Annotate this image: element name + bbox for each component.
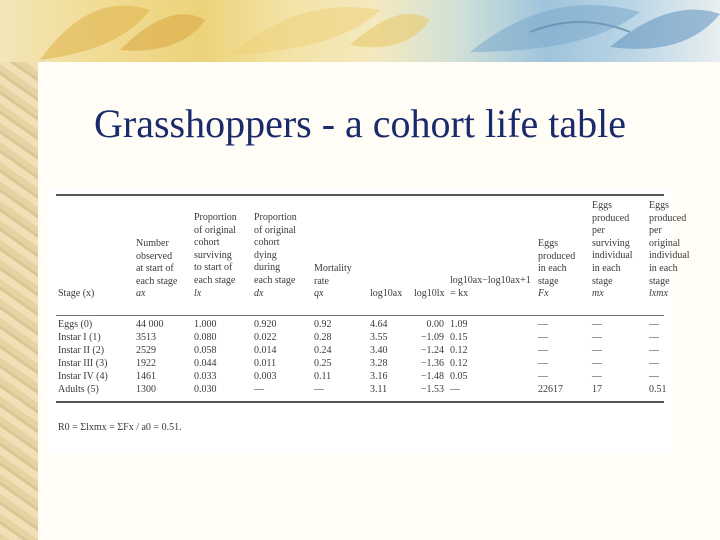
table-bottom-rule xyxy=(56,401,664,403)
cell-lxmx: — xyxy=(649,332,659,343)
header-logax: log10ax xyxy=(370,288,403,299)
header-dx: Proportion of original cohort dying during each stage dx xyxy=(254,212,297,299)
table-top-rule xyxy=(56,194,664,196)
cell-kx: — xyxy=(450,384,460,395)
table-header xyxy=(56,200,690,310)
cell-mx: — xyxy=(592,371,602,382)
leaf-decoration-icon xyxy=(230,0,430,62)
cell-logax: 3.16 xyxy=(370,371,388,382)
parchment-left-border xyxy=(0,0,38,540)
header-kx: log10ax−log10ax+1 = kx xyxy=(450,275,531,299)
cell-ax: 1300 xyxy=(136,384,156,395)
cell-dx: 0.920 xyxy=(254,319,277,330)
cell-loglx: −1.24 xyxy=(420,345,444,356)
table-row xyxy=(56,318,664,331)
cell-ax: 1922 xyxy=(136,358,156,369)
cell-kx: 0.12 xyxy=(450,345,468,356)
cell-stage: Instar IV (4) xyxy=(58,371,108,382)
cell-lxmx: 0.51 xyxy=(649,384,667,395)
cell-lxmx: — xyxy=(649,319,659,330)
header-ax: Number observed at start of each stage ax xyxy=(136,238,178,300)
cell-stage: Eggs (0) xyxy=(58,319,93,330)
cell-lx: 0.030 xyxy=(194,384,217,395)
cell-dx: 0.003 xyxy=(254,371,277,382)
cell-Fx: 22617 xyxy=(538,384,563,395)
cell-ax: 1461 xyxy=(136,371,156,382)
table-row xyxy=(56,344,664,357)
leaf-decoration-icon xyxy=(30,0,210,62)
cell-dx: 0.022 xyxy=(254,332,277,343)
cell-loglx: −1.53 xyxy=(420,384,444,395)
cell-logax: 3.55 xyxy=(370,332,388,343)
cell-Fx: — xyxy=(538,332,548,343)
cell-loglx: −1.48 xyxy=(420,371,444,382)
cell-qx: 0.28 xyxy=(314,332,332,343)
cell-mx: — xyxy=(592,319,602,330)
cell-lx: 0.058 xyxy=(194,345,217,356)
cell-Fx: — xyxy=(538,319,548,330)
cell-qx: 0.25 xyxy=(314,358,332,369)
cell-ax: 3513 xyxy=(136,332,156,343)
header-lxmx: Eggs produced per original individual in each stage lxmx xyxy=(649,200,690,300)
leaf-decoration-icon xyxy=(470,0,720,62)
cell-qx: — xyxy=(314,384,324,395)
cell-stage: Instar I (1) xyxy=(58,332,101,343)
header-rule xyxy=(56,315,664,316)
slide-title: Grasshoppers - a cohort life table xyxy=(93,101,627,146)
cell-qx: 0.24 xyxy=(314,345,332,356)
header-mx: Eggs produced per surviving individual in each stage mx xyxy=(592,200,633,300)
cell-loglx: −1.09 xyxy=(420,332,444,343)
cell-Fx: — xyxy=(538,358,548,369)
net-reproductive-rate-formula: R0 = Σlxmx = ΣFx / a0 = 0.51. xyxy=(58,422,182,433)
cell-lx: 1.000 xyxy=(194,319,217,330)
cell-dx: 0.014 xyxy=(254,345,277,356)
header-stage: Stage (x) xyxy=(58,288,95,299)
cell-loglx: −1.36 xyxy=(420,358,444,369)
cell-Fx: — xyxy=(538,371,548,382)
cell-dx: — xyxy=(254,384,264,395)
header-Fx: Eggs produced in each stage Fx xyxy=(538,238,576,300)
cell-lx: 0.080 xyxy=(194,332,217,343)
cell-stage: Adults (5) xyxy=(58,384,99,395)
cell-stage: Instar II (2) xyxy=(58,345,105,356)
cell-dx: 0.011 xyxy=(254,358,277,369)
cell-mx: 17 xyxy=(592,384,602,395)
cell-kx: 0.15 xyxy=(450,332,468,343)
cell-lxmx: — xyxy=(649,371,659,382)
cell-logax: 3.28 xyxy=(370,358,388,369)
table-row xyxy=(56,370,664,383)
cell-Fx: — xyxy=(538,345,548,356)
cell-logax: 3.40 xyxy=(370,345,388,356)
header-loglx: log10lx xyxy=(414,288,445,299)
cell-stage: Instar III (3) xyxy=(58,358,108,369)
cell-loglx: 0.00 xyxy=(426,319,444,330)
cell-qx: 0.92 xyxy=(314,319,332,330)
header-lx: Proportion of original cohort surviving to start of each stage lx xyxy=(194,212,237,299)
cell-lxmx: — xyxy=(649,358,659,369)
cell-kx: 0.05 xyxy=(450,371,468,382)
cell-kx: 1.09 xyxy=(450,319,468,330)
table-row xyxy=(56,357,664,370)
cell-lxmx: — xyxy=(649,345,659,356)
cell-lx: 0.033 xyxy=(194,371,217,382)
cell-lx: 0.044 xyxy=(194,358,217,369)
cell-mx: — xyxy=(592,358,602,369)
cell-logax: 3.11 xyxy=(370,384,388,395)
header-qx: Mortality rate qx xyxy=(314,263,352,300)
cell-kx: 0.12 xyxy=(450,358,468,369)
table-row xyxy=(56,383,667,396)
cell-ax: 44 000 xyxy=(136,319,164,330)
cell-ax: 2529 xyxy=(136,345,156,356)
table-row xyxy=(56,331,664,344)
life-table xyxy=(48,190,690,454)
cell-mx: — xyxy=(592,345,602,356)
cell-qx: 0.11 xyxy=(314,371,332,382)
cell-mx: — xyxy=(592,332,602,343)
leaf-banner xyxy=(0,0,720,62)
cell-logax: 4.64 xyxy=(370,319,388,330)
